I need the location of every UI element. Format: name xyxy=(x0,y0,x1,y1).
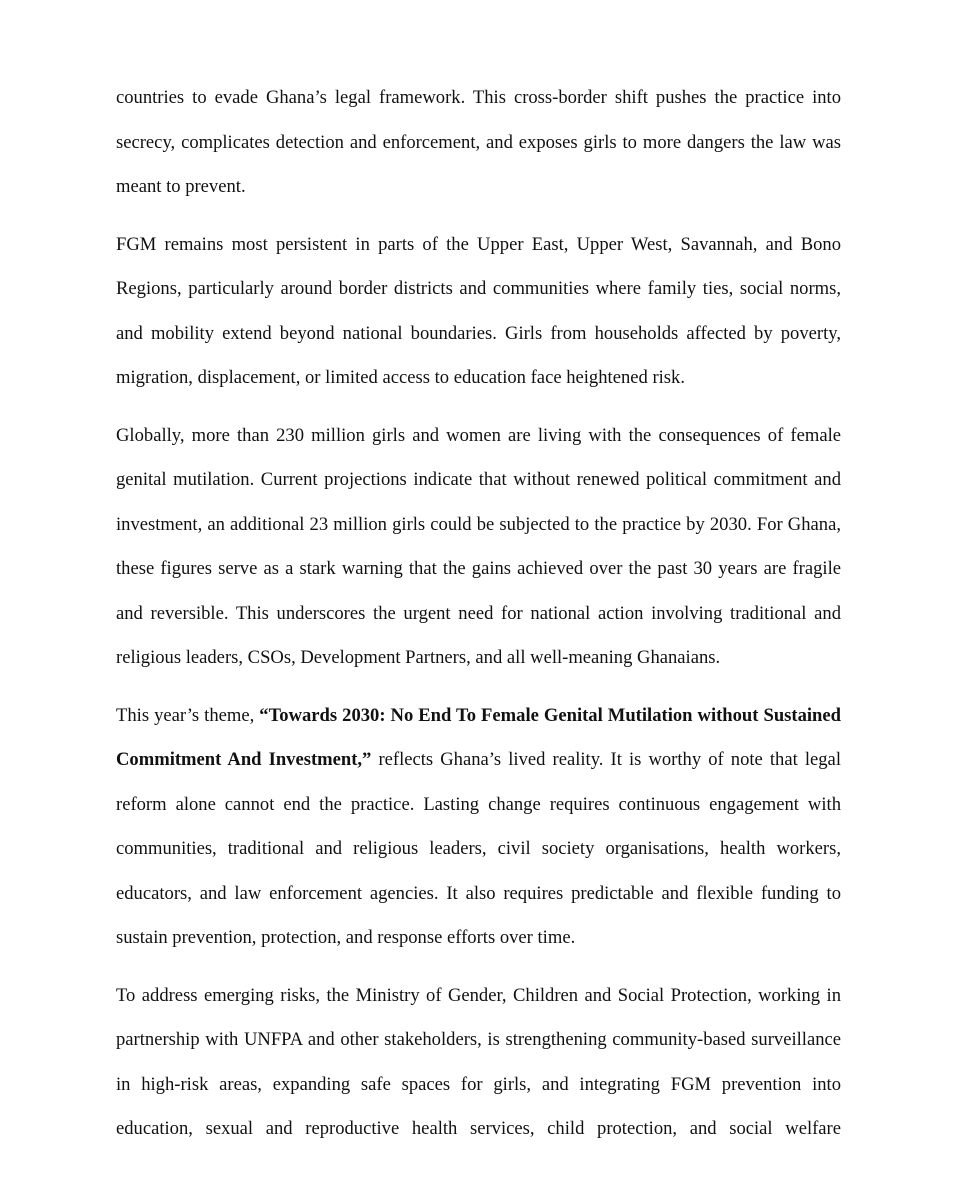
theme-intro-text: This year’s theme, xyxy=(116,704,260,726)
theme-title: “Towards 2030: No End To Female Genital Mutilation without Sustained Commitment And Investment,” xyxy=(116,704,841,770)
theme-body-text: reflects Ghana’s lived reality. It is worthy of note that legal reform alone cannot end the practice. Lasting change requires continuous engagement with communities, traditional and religious leaders, civil society organisations, health workers, educators, and law enforcement agencies. It also requires predictable and flexible funding to sustain prevention, protection, and response efforts over time. xyxy=(116,749,841,948)
paragraph-cross-border-shift: countries to evade Ghana’s legal framework. This cross-border shift pushes the practice into secrecy, complicates detection and enforcement, and exposes girls to more dangers the law was meant to prevent. xyxy=(116,87,841,197)
paragraph-global-figures: Globally, more than 230 million girls and women are living with the consequences of female genital mutilation. Current projections indicate that without renewed political commitment and investment, an additional 23 million girls could be subjected to the practice by 2030. For Ghana, these figures serve as a stark warning that the gains achieved over the past 30 years are fragile and reversible. This underscores the urgent need for national action involving traditional and religious leaders, CSOs, Development Partners, and all well-meaning Ghanaians. xyxy=(116,424,841,668)
paragraph-emerging-risks: To address emerging risks, the Ministry of Gender, Children and Social Protection, working in partnership with UNFPA and other stakeholders, is strengthening community-based surveillance in high-risk areas, expanding safe spaces for girls, and integrating FGM prevention into education, sexual and reproductive health services, child protection, and social welfare xyxy=(116,984,841,1139)
paragraph-year-theme xyxy=(116,694,841,961)
paragraph-regional-persistence: FGM remains most persistent in parts of the Upper East, Upper West, Savannah, and Bono Regions, particularly around border districts and communities where family ties, social norms, and mobility extend beyond national boundaries. Girls from households affected by poverty, migration, displacement, or limited access to education face heightened risk. xyxy=(116,233,841,388)
document-body xyxy=(116,76,841,1165)
